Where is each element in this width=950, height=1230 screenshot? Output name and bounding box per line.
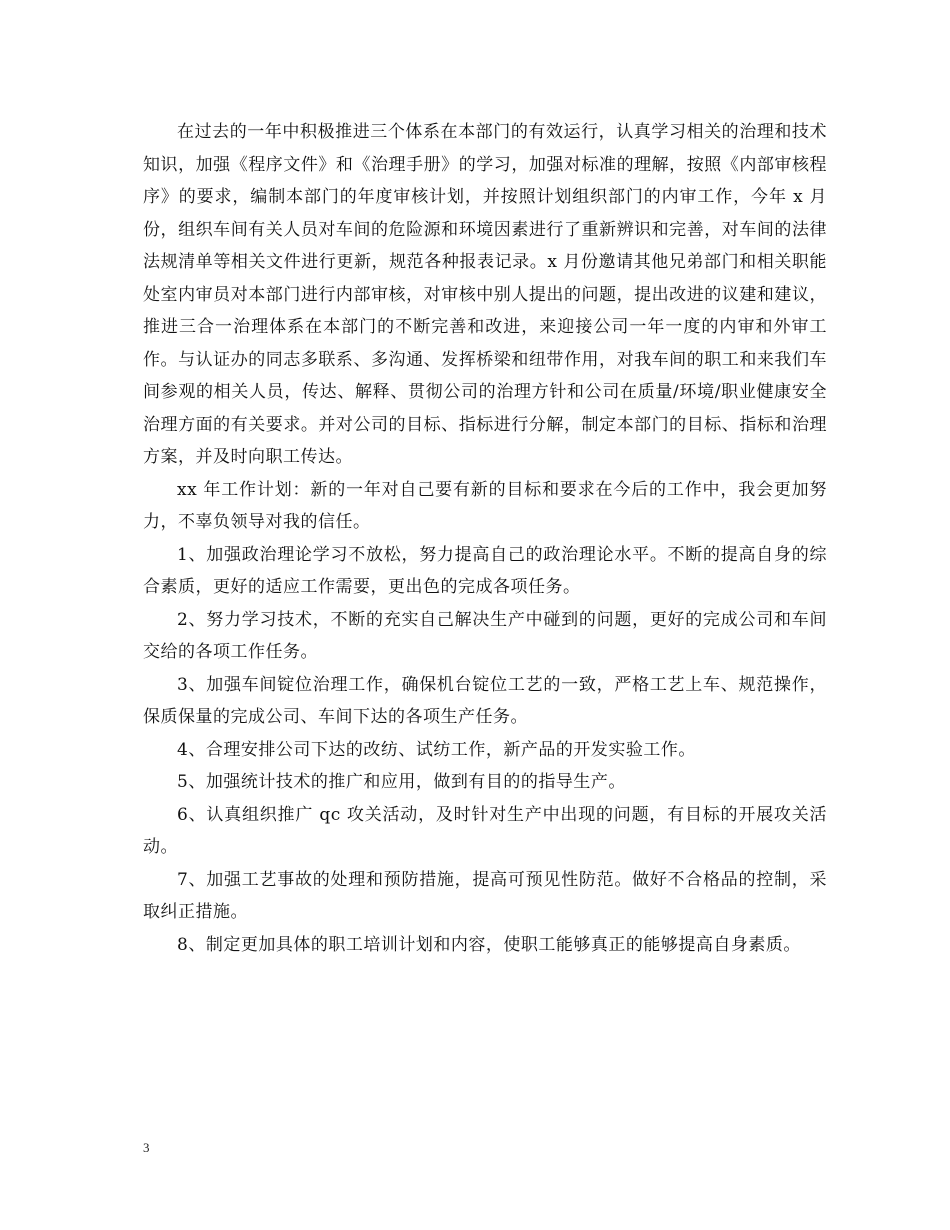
plan-item-5: 5、加强统计技术的推广和应用，做到有目的的指导生产。 (177, 772, 626, 792)
plan-item-8: 8、制定更加具体的职工培训计划和内容，使职工能够真正的能够提高自身素质。 (177, 934, 801, 955)
plan-item-4: 4、合理安排公司下达的改纺、试纺工作，新产品的开发实验工作。 (177, 739, 696, 760)
document-body (143, 116, 827, 961)
paragraph-work-review: 在过去的一年中积极推进三个体系在本部门的有效运行，认真学习相关的治理和技术知识，加强《程序文件》和《治理手册》的学习，加强对标准的理解，按照《内部审核程序》的要求，编制本部门的年度审核计划，并按照计划组织部门的内审工作，今年 x 月份，组织车间有关人员对车间的危险源和环境因素进行了重新辨识和完善，对车间的法律法规清单等相关文件进行更新，规范各种报表记录。x 月份邀请其他兄弟部门和相关职能处室内审员对本部门进行内部审核，对审核中别人提出的问题，提出改进的议建和建议，推进三合一治理体系在本部门的不断完善和改进，来迎接公司一年一度的内审和外审工作。与认证办的同志多联系、多沟通、发挥桥梁和纽带作用，对我车间的职工和来我们车间参观的相关人员，传达、解释、贯彻公司的治理方针和公司在质量/环境/职业健康安全治理方面的有关要求。并对公司的目标、指标进行分解，制定本部门的目标、指标和治理方案，并及时向职工传达。 (143, 122, 827, 467)
page-number: 3 (143, 1140, 150, 1155)
plan-item-2: 2、努力学习技术，不断的充实自己解决生产中碰到的问题，更好的完成公司和车间交给的各项工作任务。 (143, 609, 827, 662)
plan-item-6: 6、认真组织推广 qc 攻关活动，及时针对生产中出现的问题，有目标的开展攻关活动。 (143, 804, 827, 857)
plan-item-7: 7、加强工艺事故的处理和预防措施，提高可预见性防范。做好不合格品的控制，采取纠正措施。 (143, 869, 827, 922)
plan-item-1: 1、加强政治理论学习不放松，努力提高自己的政治理论水平。不断的提高自身的综合素质，更好的适应工作需要，更出色的完成各项任务。 (143, 544, 827, 597)
plan-item-3: 3、加强车间锭位治理工作，确保机台锭位工艺的一致，严格工艺上车、规范操作，保质保量的完成公司、车间下达的各项生产任务。 (143, 674, 827, 727)
paragraph-work-plan-intro: xx 年工作计划：新的一年对自己要有新的目标和要求在今后的工作中，我会更加努力，不辜负领导对我的信任。 (143, 479, 827, 532)
